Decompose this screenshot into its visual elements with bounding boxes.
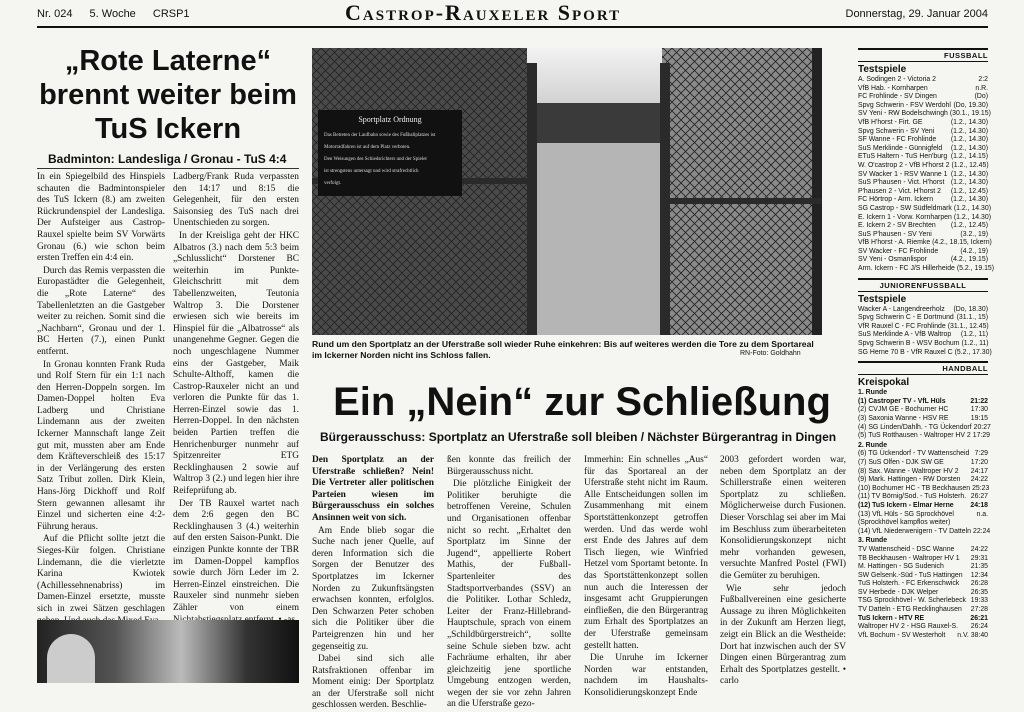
sign-line: Motorradfahren ist auf dem Platz verboten. [324,145,411,150]
match-name: FC Hörtrop - Arm. Ickern [858,196,934,204]
handball-header: HANDBALL [858,361,988,375]
match-name: SG Castrop - SW Südfeldmark [858,204,952,212]
match-name: A. Sodingen 2 - Victoria 2 [858,76,937,83]
match-name: (14) VfL Niederwenigern - TV Datteln [858,527,971,535]
result-row [858,546,988,555]
match-name: SuS Merklinde A - VfB Waltrop [858,331,952,339]
match-name: SuS P'hausen - SV Yeni [858,230,932,238]
paragraph: ßen konnte das freilich der Bürgerausschuss nicht. [447,455,571,477]
match-name: VfB H'horst - A. Riemke (4.2., 18.15, Ickern) [858,239,992,247]
result-row [858,102,988,111]
sign-line: ist strengstens untersagt und wird strafrechtlich [324,169,419,174]
match-name: (7) SuS Olfen - DJK SW GE [858,458,944,466]
match-name: Arm. Ickern - FC J/S Hillerheide [858,265,955,273]
match-result: 24:22 [970,545,988,553]
match-result: (1.2., 14.30) [953,204,991,212]
match-name: Waltroper HV 2 - HSG Rauxel-S. [858,623,959,631]
result-row [858,171,988,180]
round-label: 3. Runde [858,537,888,545]
match-result: (1.2., 11) [960,331,988,339]
match-name: M. Hattingen - SG Sudenich [858,563,944,571]
paragraph: 2003 gefordert worden war, neben dem Sportplatz an der Schillerstraße einen weiteren Sportplatz zu schließen. Möglicherweise durch Fusionen. Dieser Vorschlag sei aber im Mai im Beschluss zum überarbeiteten Konsolidierungskonzept nicht mehr vorhanden gewesen, versuchte Manfred Postel (FWI) die Gemüter zu beruhigen. [720,455,846,581]
match-result: 21:35 [970,563,988,571]
result-row [858,162,988,171]
handball-results [858,389,991,640]
result-row [858,398,988,407]
match-name: (12) TuS Ickern - Elmar Herne [858,501,954,509]
match-result: 22:24 [972,527,991,535]
result-row [858,239,992,248]
match-result: n.V. 38:40 [957,631,988,639]
sportplatz-photo [312,48,822,335]
match-name: SV Wacker 1 - RSV Wanne 1 [858,170,948,178]
match-result [986,519,988,528]
result-row [858,423,991,433]
player-figure [47,634,95,683]
match-name: FC Frohlinde - SV Dingen [858,93,937,101]
match-name: Spvg Schwerin B - WSV Bochum [858,340,960,348]
masthead-rule [37,26,988,28]
paragraph: Die Unruhe im Ickerner Norden war entstanden, nachdem im Haushalts-Konsolidierungskonzept Ende [584,653,708,698]
main-column-3 [584,455,708,698]
match-result: (1.2., 14.30) [953,213,991,221]
match-result: (1.2., 14.30) [950,144,988,152]
result-row [858,580,988,589]
badminton-photo [37,620,299,683]
result-row [858,248,988,257]
match-name: (9) Mark. Hattingen - RW Dorsten [858,476,961,484]
fussball-title: Testspiele [858,64,907,75]
result-row [858,511,988,520]
match-result: 2:2 [978,76,988,83]
match-result: 17:30 [970,406,988,414]
paragraph: Ladberg/Frank Ruda verpassten den 14:17 und 8:15 die Gelegenheit, für den ersten Saisonsieg des TuS nach drei Unentschieden zu sorgen. [173,172,299,229]
match-result: 26:35 [970,588,988,596]
match-result: (Do, 18.30) [953,305,988,313]
match-name: (5) TuS Rotthausen - Waltroper HV 2 [858,432,971,440]
match-result: 24:18 [970,501,988,509]
result-row [858,76,988,85]
match-result: 21:22 [970,397,988,405]
paragraph: In der Kreisliga geht der HKC Albatros (3.) nach dem 5:3 beim „Schlusslicht“ Dorstener BC weiterhin im Punkte-Gleichschritt mit dem Tabellenzweiten, Teutonia Waltrop 3. Die Dorstener erwiesen sich wie bereits im Hinspiel für die „Albatrosse“ als unangenehme Gegner. Gegen die noch ungeschlagene Nummer eins der Gastgeber, Maik Schulte-Althoff, kamen die Castrop-Rauxeler nicht an und verloren die Punkte für das 1. Herren-Einzel sowie das 1. Herren-Doppel. In den nächsten beiden Partien treffen die Henrichenburger nunmehr auf Spitzenreiter ETG Recklinghausen 2 sowie auf Waltrop 3 (2.) und legen hier ihre Reifeprüfung ab. [173,230,299,497]
paragraph: In Gronau konnten Frank Ruda und Rolf Stern für ein 1:1 nach den Herren-Doppeln sorgen. Im Damen-Doppel holten Eva Ladberg und Christiane Lindemann aus der zweiten Ickerner Mannschaft lange Zeit gut mit, mussten aber am Ende dem Kräfteverschleiß des 15:17 in der Verlängerung des ersten Satz Tribut zollen. Dirk Klein, Hans-Jörg Dickhoff und Rolf Stern gewannen allesamt ihr Einzel und sicherten eine 4:2-Führung heraus. [37,359,165,532]
match-name: SV Yeni - RW Bodelschwingh [858,110,948,118]
match-result: 27:28 [970,606,988,614]
match-name: SW Gelsenk.-Süd - TuS Hattingen [858,571,963,579]
result-row [858,145,988,154]
match-name: W. O'castrop 2 - VfB H'horst 2 [858,161,950,169]
result-row [858,502,988,511]
result-row [858,196,988,205]
match-name: E. Ickern 2 - SV Brechten [858,222,936,230]
result-row [858,572,988,581]
masthead-left [37,8,204,20]
section-title: Castrop-Rauxeler Sport [345,0,622,25]
issue-date: Donnerstag, 29. Januar 2004 [845,8,988,20]
match-name: SV Herbede - DJK Welper [858,588,939,596]
match-result: (30.1., 19.15) [949,110,991,118]
match-name: (8) Sax. Wanne - Waltroper HV 2 [858,467,959,475]
main-subline: Bürgerausschuss: Sportplatz an Uferstraße soll bleiben / Nächster Bürgerantrag in Dingen [320,430,837,444]
match-name: TuS Holsterh. - FC Erkenschwick [858,580,960,588]
match-name: TV Datteln - ETG Recklinghausen [858,606,962,614]
match-result: 12:34 [970,571,988,579]
result-row [858,615,988,624]
main-column-1 [312,455,434,711]
result-row [858,432,988,441]
paragraph: Die plötzliche Einigkeit der Politiker beruhigte die betroffenen Vereine, Schulen und Organisationen offenbar nicht so recht. „Erhaltet den Sportplatz im Sinne der Jugend“, appellierte Robert Mathis, der Fußball-Spartenleiter des Stadtsportverbandes (SSV) an die Politiker. Lothar Schledz, Leiter der Franz-Hillebrand-Hauptschule, sprach von einem „Schildbürgerstreich“, sollte seine Schule sieben bzw. acht Fachräume erhalten, ihr aber gleichzeitig jene sportliche Umgebung entzogen werden, wegen der sie vor zehn Jahren an die Uferstraße gezo- [447,479,571,710]
match-name: Spvg Schwerin C - E Dortmund [858,314,954,322]
match-result: 17:20 [970,458,988,466]
sign-line: Den Weisungen des Schiedsrichters und der Spieler [324,157,428,162]
result-row [858,476,988,485]
paragraph: Am Ende blieb sogar die Suche nach jener Quelle, auf deren Information sich die Sorgen der Benutzer des Sportplatzes im Ickerner Norden zu Zukunftsängsten erwachsen konnten, erfolglos. Den Schwarzen Peter schoben sich die Politiker über die Parteigrenzen hin und her gegenseitig zu. [312,525,434,652]
photo-caption: Rund um den Sportplatz an der Uferstraße soll wieder Ruhe einkehren: Bis auf weiteres werden die Tore zu dem Sportareal im Ickerner Norden nicht ins Schloss fallen. [312,339,814,360]
result-row [858,348,992,358]
result-row [858,485,988,494]
match-name: (11) TV Börnig/Sod. - TuS Holsterh. [858,493,967,501]
match-result: (5.2., 17.30) [954,348,992,356]
badminton-column-2 [173,172,299,613]
result-row [858,450,988,459]
match-result: (1.2., 14.30) [950,170,988,178]
result-row [858,222,988,231]
result-row [858,527,991,537]
match-result: 24:17 [970,467,988,475]
result-row [858,623,988,632]
match-name: VfB Hab. - Kornharpen [858,84,928,92]
match-result [992,239,994,248]
week-number: 5. Woche [89,8,136,20]
match-result: (4.2., 19.15) [950,256,988,264]
match-result: 29:31 [970,554,988,562]
result-row [858,459,988,468]
match-result: (1.2., 14.30) [950,179,988,187]
match-name: SG Herne 70 B - VfR Rauxel C [858,348,953,356]
paragraph: Immerhin: Ein schnelles „Aus“ für das Sportareal an der Uferstraße steht nicht im Raum. Alle Entscheidungen sollen im Zusammenhang mit einem Sportstättenkonzept getroffen werden. Und das werde wohl erst Ende des Jahres auf dem Tisch liegen, wie Winfried Hetzel vom Sportamt betonte. In das Sportstättenkonzept sollen nun auch die Interessen der insgesamt acht Gruppierungen einfließen, die den Bürgerantrag zum Erhalt des Sportplatzes an der Uferstraße gemeinsam gestellt hatten. [584,455,708,651]
match-result: (1.2., 14.30) [950,136,988,144]
match-name: SV Wacker - FC Frohlinde [858,247,939,255]
issue-number: Nr. 024 [37,8,73,20]
result-row [858,85,988,94]
match-name: E. Ickern 1 - Vorw. Kornharpen [858,213,952,221]
result-row [858,188,988,197]
match-result: 26:21 [970,614,988,622]
match-name: (10) Bochumer HC - TB Beckhausen [858,484,971,492]
match-name: (6) TG Ückendorf - TV Wattenscheid [858,450,970,458]
result-row [858,119,988,128]
match-name: VfR Rauxel C - FC Frohlinde [858,322,946,330]
match-result: 26:28 [970,580,988,588]
match-result: (1.2., 12.45) [951,161,989,169]
paragraph: Dabei sind sich alle Ratsfraktionen offenbar im Moment einig: Der Sportplatz an der Uferstraße soll nicht geschlossen werden. Beschlie- [312,654,434,711]
result-row [858,306,988,315]
match-result: 19:15 [970,415,988,422]
match-name: Wacker A - Langendreerholz [858,305,945,313]
result-row [858,323,988,332]
match-name: SV Yeni - Osmanlispor [858,256,927,264]
fussball-header: FUSSBALL [858,48,988,62]
match-name: (1) Castroper TV - VfL Hüls [858,397,946,405]
gate-illustration [312,48,822,335]
result-row [858,93,988,102]
main-headline: Ein „Nein“ zur Schließung [333,380,831,424]
match-result: (1.2., 14.30) [950,127,988,135]
result-row [858,265,995,274]
main-column-2 [447,455,571,710]
match-result: (1.2., 11) [961,340,989,348]
badminton-subline: Badminton: Landesliga / Gronau - TuS 4:4 [48,152,287,166]
paragraph: Auf die Pflicht sollte jetzt die Sieges-Kür folgen. Christiane Lindemann, die die vierletzte Karina Kwiotek (Achillessehnenabriss) im Damen-Einzel ersetzte, musste sich in zwei Sätzen geschlagen [37,534,165,614]
match-result: (1.2., 12.45) [950,187,988,195]
result-row [858,519,988,528]
match-name: VfB H'horst - Firt. GE [858,118,923,126]
match-result: (Do) [974,93,988,101]
result-row [858,606,988,615]
match-name: (13) VfL Hüls - SG Sprockhövel [858,510,954,518]
match-result: (5.2., 19.15) [956,265,995,273]
match-result: (1.2., 14.30) [950,118,988,126]
junioren-results [858,305,992,358]
match-name: TB Beckhausen - Waltroper HV 1 [858,554,960,562]
result-row [858,110,991,119]
match-result: (3.2., 19) [960,230,988,238]
match-result: 25:23 [972,484,990,492]
match-name: P'hausen 2 - Vict. H'horst 2 [858,187,941,195]
match-name: SuS P'hausen - Vict. H'horst [858,179,945,187]
match-result: (Do, 19.30) [953,101,988,109]
paragraph: Der TB Rauxel wartet nach dem 2:6 gegen den BC Recklinghausen 3 (4.) weiterhin auf den ersten Saison-Punkt. Die einzigen Punkte konnte der TBR im Damen-Doppel kampflos sowie durch Jörn Leder im 2. Herren-Einzel einstreichen. Die Rauxeler sind nunmehr sieben Zähler von einem [173,498,299,613]
match-result: 24:22 [970,476,988,484]
match-name: SF Wanne - FC Frohlinde [858,136,937,144]
match-result: 26:24 [970,623,988,631]
result-row [858,555,988,564]
match-result: 7:29 [974,450,988,458]
match-result: (4.2., 19) [960,247,988,255]
lead-paragraph: Den Sportplatz an der Uferstraße schließen? Nein! Die Vertreter aller politischen Parteien wiesen im Bürgerausschuss ein solches Ansinnen weit von sich. [312,455,434,523]
result-row [858,563,988,572]
badminton-headline: „Rote Laterne“ brennt weiter beim TuS Ickern [39,45,297,145]
sign-line: verfolgt. [324,181,342,186]
match-result: (1.2., 14.30) [950,196,988,204]
junioren-header: JUNIORENFUSSBALL [858,278,988,292]
fussball-results [858,76,995,274]
match-result: 20:27 [973,423,991,431]
result-row [858,128,988,137]
result-row [858,204,991,214]
result-row [858,589,988,598]
junioren-title: Testspiele [858,293,907,305]
paragraph: In ein Spiegelbild des Hinspiels schauten die Badmintonspieler des TuS Ickern (8.) am zweiten Rückrundenspiel der Landesliga. Der Aufsteiger aus Castrop-Rauxel spielte beim SV Vorwärts Gronau (6.) wie schon beim ersten Treffen ein 4:4 ein. [37,172,165,264]
match-result: (1.2., 12.45) [950,222,988,230]
result-row [858,340,988,349]
result-row [858,632,988,641]
match-name: ETuS Haltern - TuS Hen'burg [858,153,948,161]
badminton-rule [37,168,299,169]
result-row [858,314,988,323]
result-row [858,406,988,415]
match-name: VfL Bochum - SV Westerholt [858,631,946,639]
round-label: 1. Runde [858,389,888,397]
match-name: (Sprockhövel kampflos weiter) [858,519,951,527]
result-row [858,136,988,145]
result-row [858,331,988,340]
result-row [858,179,988,188]
result-row [858,415,988,424]
photo-credit: RN-Foto: Goldhahn [740,350,801,357]
paragraph: Durch das Remis verpassten die Europastädter die Gelegenheit, die „Rote Laterne“ des Tabellenletzten an die Gastgeber weiter zu reichen. Somit sind die „Nachbarn“, Gronau und der 1. BC Herten (7.), einen Punkt entfernt. [37,265,165,357]
sign-title: Sportplatz Ordnung [358,115,422,124]
result-row [858,213,991,223]
match-name: TSG Sprockhövel - W. Scherlebeck [858,597,966,605]
match-name: (3) Saxonia Wanne - HSV RE [858,415,949,422]
paragraph: Wie sehr jedoch Fußballvereinen eine gesicherte Aussage zu ihren Möglichkeiten in der Zukunft am Herzen liegt, zeigt ein Blick an die Westheide: Dort hat inzwischen auch der SV Dingen einen Bürgerantrag zum Erhalt des Sportplatzes gestellt. • carlo [720,583,846,687]
main-column-4 [720,455,846,687]
match-result: 19:33 [970,597,988,605]
result-row [858,468,988,477]
sign-line: Das Betreten der Laufbahn sowie des Fußballplatzes ist [324,133,436,138]
match-name: SuS Merklinde - Günnigfeld [858,144,943,152]
match-result: (31.1., 15) [956,314,988,322]
handball-title: Kreispokal [858,377,910,389]
match-result: n.a. [976,510,988,518]
match-result: (1.2., 14.15) [950,153,988,161]
badminton-column-1 [37,172,165,614]
match-name: TV Wattenscheid - DSC Wanne [858,545,955,553]
match-name: (4) SG Linden/Dahlh. - TG Ückendorf [858,423,972,431]
match-result: n.R. [975,84,988,92]
match-name: Spvg Schwerin - FSV Werdohl [858,101,951,109]
page-code: CRSP1 [152,8,190,20]
match-result: (31.1., 12.45) [947,322,989,330]
result-row [858,256,988,265]
match-result: 26:27 [970,493,988,501]
result-row [858,493,988,502]
match-name: Spvg Schwerin - SV Yeni [858,127,935,135]
result-row [858,153,988,162]
result-row [858,231,988,240]
results-sidebar [858,48,995,683]
match-result: 17:29 [972,432,990,440]
match-name: (2) CVJM GE - Bochumer HC [858,406,949,414]
result-row [858,597,988,606]
round-label: 2. Runde [858,441,888,449]
match-name: TuS Ickern - HTV RE [858,614,925,622]
